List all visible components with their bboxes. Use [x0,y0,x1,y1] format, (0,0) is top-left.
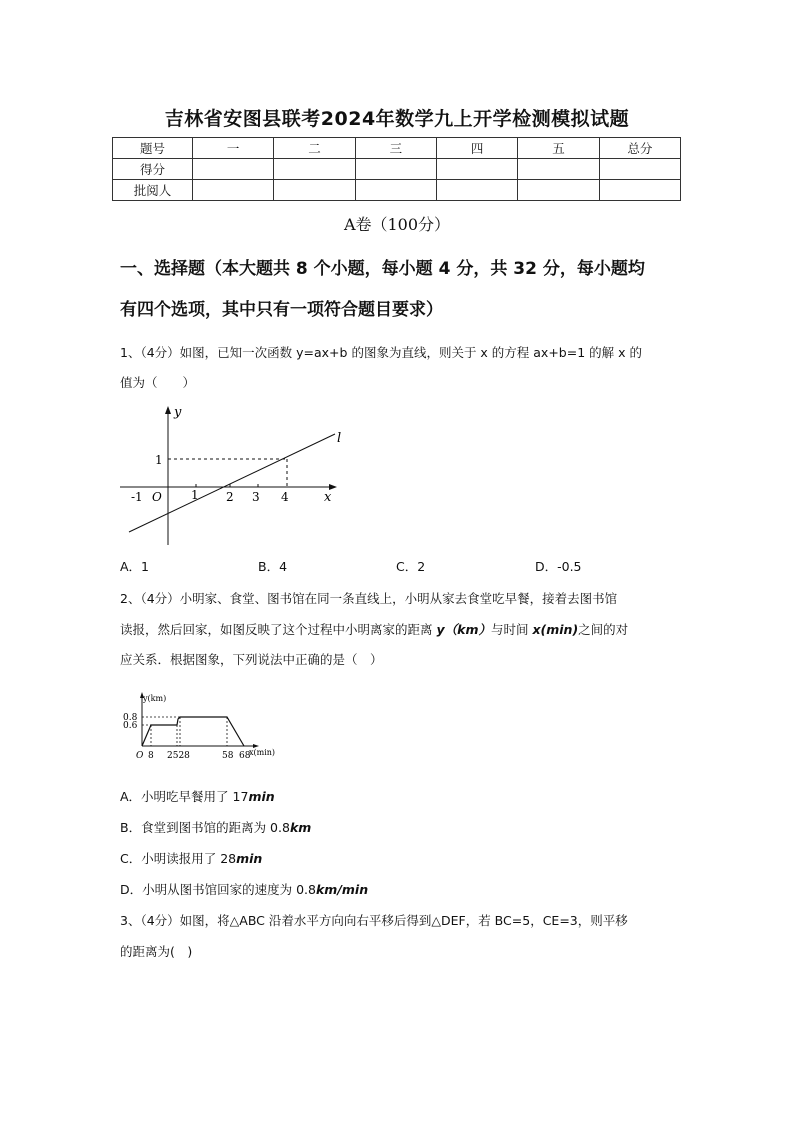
score-cell[interactable] [518,159,599,180]
option-text: B．食堂到图书馆的距离为 0.8 [120,820,290,835]
score-cell[interactable] [436,180,517,201]
x-tick-label: 8 [148,751,154,761]
q1-option-b[interactable]: B．4 [258,559,288,574]
table-cell: 批阅人 [113,180,193,201]
q2-text-line3: 应关系．根据图象，下列说法中正确的是（ ） [120,652,383,667]
q2-option-d[interactable] [120,880,368,898]
x-tick-label: 2528 [167,751,190,761]
x-tick-label: -1 [131,490,143,504]
score-cell[interactable] [599,180,680,201]
option-unit: min [248,789,275,804]
section-heading-line1: 一、选择题（本大题共 8 个小题，每小题 4 分，共 32 分，每小题均 [120,259,645,279]
score-cell[interactable] [436,159,517,180]
option-text: A．小明吃早餐用了 17 [120,789,249,804]
q3-text-line1: 3、（4分）如图，将△ABC 沿着水平方向向右平移后得到△DEF，若 BC=5，CE=3，则平移 [120,913,628,928]
q2-text-part: x(min) [532,622,579,637]
table-cell: 四 [436,138,517,159]
y-axis-label: y(km) [143,694,167,703]
x-axis-label: x [324,490,332,505]
q2-text-line1: 2、（4分）小明家、食堂、图书馆在同一条直线上，小明从家去食堂吃早餐，接着去图书馆 [120,591,618,606]
score-cell[interactable] [599,159,680,180]
x-tick-label: 58 [222,751,234,761]
score-cell[interactable] [518,180,599,201]
x-axis-label: x(min) [249,748,276,757]
table-row [113,159,681,180]
table-cell: 一 [193,138,274,159]
q1-graph [115,400,355,550]
table-cell: 题号 [113,138,193,159]
score-table [112,137,681,201]
score-cell[interactable] [193,180,274,201]
q1-option-c[interactable]: C．2 [396,559,426,574]
q2-text-part: 之间的对 [578,622,629,637]
function-line [129,434,335,532]
table-cell: 二 [274,138,355,159]
q3-text-line2: 的距离为( ) [120,944,193,959]
x-tick-label: 4 [281,490,289,504]
distance-time-polyline [142,717,244,746]
option-unit: min [236,851,263,866]
origin-label: O [136,751,144,761]
line-label: l [337,431,342,446]
q2-option-b[interactable] [120,818,311,836]
y-axis-arrow [165,406,171,414]
option-text: C．小明读报用了 28 [120,851,237,866]
x-tick-label: 68 [239,751,251,761]
table-cell: 得分 [113,159,193,180]
q1-option-a[interactable]: A．1 [120,559,150,574]
q2-text-line2 [120,620,680,638]
q2-graph [118,689,288,764]
score-cell[interactable] [193,159,274,180]
page-title: 吉林省安图县联考2024年数学九上开学检测模拟试题 [164,108,630,130]
x-tick-label: 3 [252,490,260,504]
x-tick-label: 1 [191,488,199,502]
q1-text-line1: 1、（4分）如图，已知一次函数 y=ax+b 的图象为直线，则关于 x 的方程 ax+b=1 的解 x 的 [120,345,642,360]
option-unit: km/min [315,882,369,897]
score-cell[interactable] [274,159,355,180]
table-row [113,180,681,201]
score-cell[interactable] [355,180,436,201]
y-tick-label: 1 [155,453,163,467]
table-cell: 总分 [599,138,680,159]
score-table-header-row [113,138,681,159]
y-tick-label: 0.8 [123,713,138,723]
y-tick-label: 0.6 [123,721,138,731]
q2-option-c[interactable] [120,849,262,867]
y-axis-label: y [174,405,182,420]
q2-option-a[interactable] [120,787,275,805]
section-heading-line2: 有四个选项，其中只有一项符合题目要求） [120,300,443,320]
q2-text-part: 读报，然后回家，如图反映了这个过程中小明离家的距离 [120,622,437,637]
origin-label: O [152,490,162,504]
x-tick-label: 2 [226,490,234,504]
score-cell[interactable] [355,159,436,180]
q2-text-part: 与时间 [490,622,533,637]
q1-text-line2: 值为（ ） [120,375,196,390]
table-cell: 五 [518,138,599,159]
table-cell: 三 [355,138,436,159]
option-text: D．小明从图书馆回家的速度为 0.8 [120,882,316,897]
q2-text-part: y（km） [436,622,491,637]
score-cell[interactable] [274,180,355,201]
volume-heading: A卷（100分） [343,215,451,234]
option-unit: km [289,820,312,835]
q1-option-d[interactable]: D．-0.5 [535,559,582,574]
